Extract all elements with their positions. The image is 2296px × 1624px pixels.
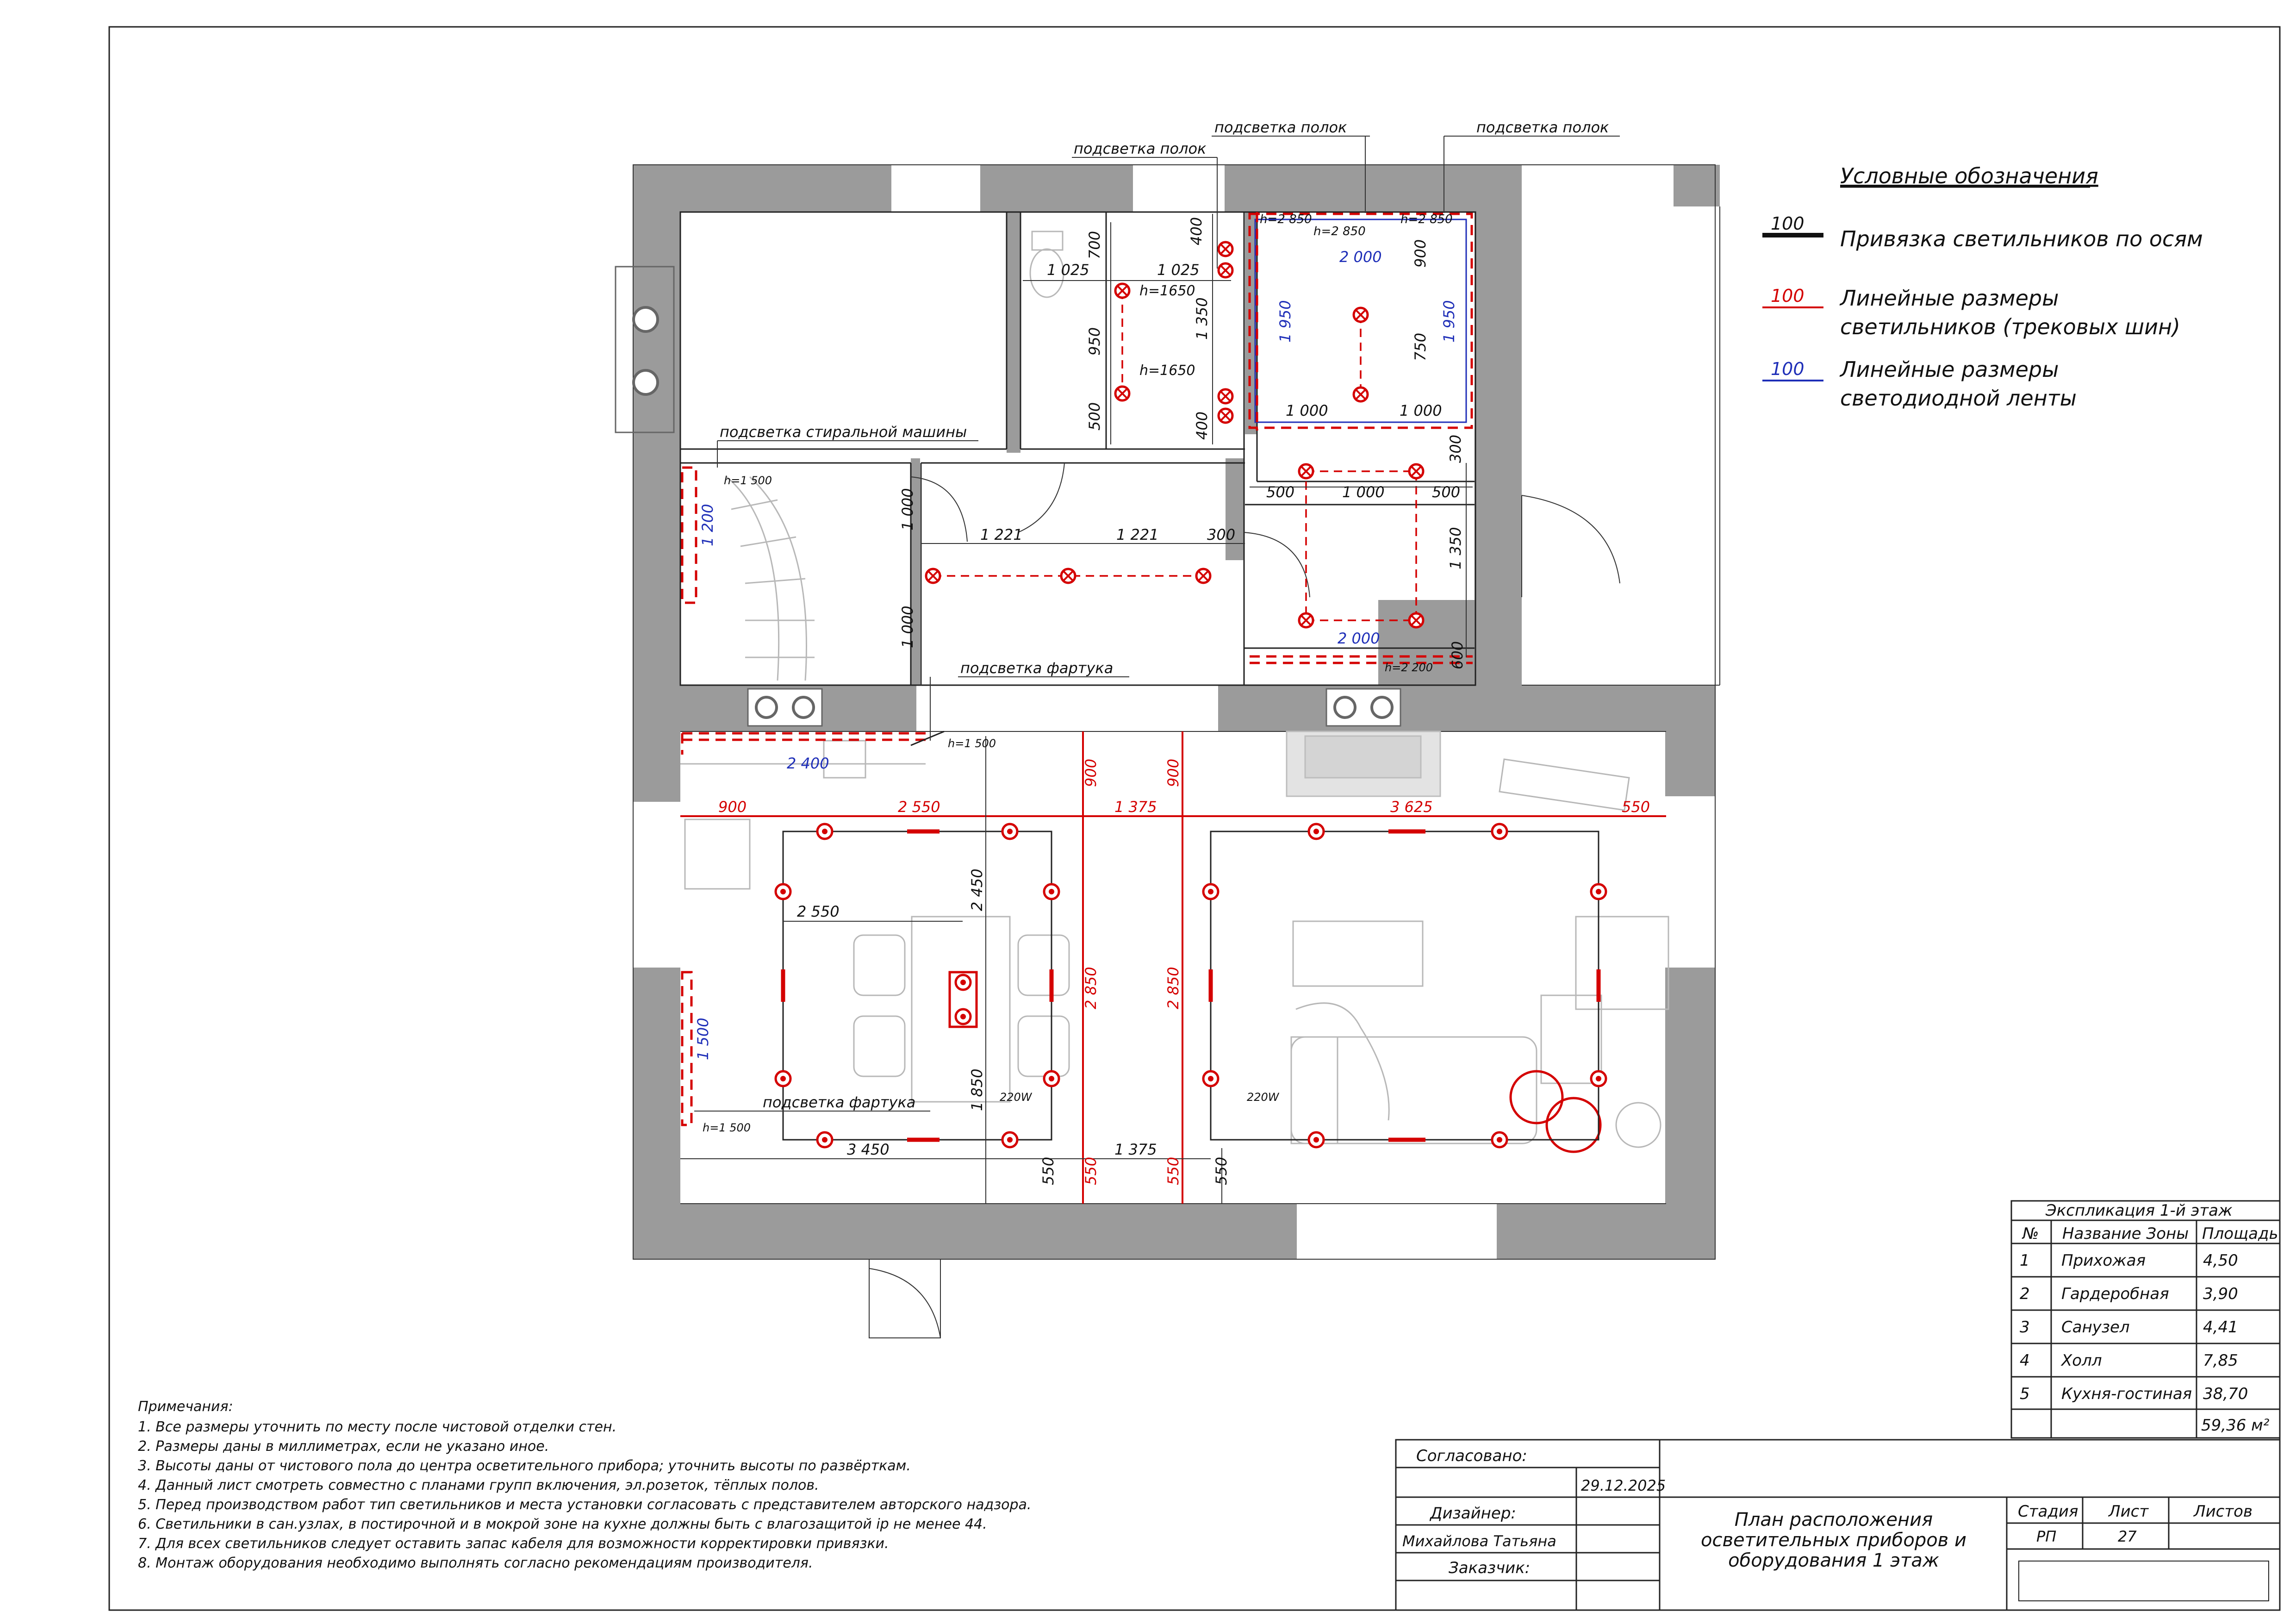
spot-fixture-icon [1299, 464, 1313, 478]
explication-header-area: Площадь [2202, 1224, 2278, 1243]
svg-text:1 350: 1 350 [1447, 527, 1464, 569]
height-label: h=1650 [1139, 283, 1195, 299]
explication-cell-num: 5 [2020, 1385, 2030, 1403]
downlight-icon [1492, 824, 1507, 839]
spot-fixture-icon [1115, 387, 1129, 400]
sheet-title-line-2: осветительных приборов и [1701, 1530, 1966, 1551]
spot-fixture-icon [1196, 569, 1210, 583]
client-label: Заказчик: [1449, 1559, 1531, 1577]
downlight-icon [1309, 824, 1324, 839]
notes [138, 1399, 1031, 1571]
explication-title: Экспликация 1-й этаж [2046, 1201, 2233, 1220]
svg-text:550: 550 [1082, 1156, 1100, 1185]
svg-text:500: 500 [1086, 402, 1103, 431]
height-label: h=1 500 [948, 737, 996, 750]
spot-fixture-icon [1299, 613, 1313, 627]
svg-text:2 400: 2 400 [787, 755, 829, 772]
note-line: 2. Размеры даны в миллиметрах, если не указано иное. [138, 1438, 549, 1455]
legend-text-axis: Привязка светильников по осям [1840, 226, 2203, 251]
svg-text:400: 400 [1193, 411, 1211, 440]
height-label: h=1650 [1139, 362, 1195, 379]
explication-cell-area: 7,85 [2203, 1351, 2238, 1370]
wall-light-icon [1219, 389, 1232, 403]
approved-label: Согласовано: [1416, 1447, 1527, 1465]
callout-shelf-light-3: подсветка полок [1476, 119, 1609, 136]
sheet-value: 27 [2118, 1528, 2137, 1545]
svg-text:1 375: 1 375 [1114, 798, 1157, 816]
height-label: h=1 500 [703, 1121, 751, 1134]
legend-sample-axis: 100 [1771, 213, 1804, 234]
svg-text:900: 900 [1412, 239, 1429, 268]
explication-cell-num: 3 [2020, 1318, 2030, 1337]
explication-cell-area: 4,41 [2203, 1318, 2238, 1337]
spot-fixture-icon [1409, 464, 1423, 478]
note-line: 6. Светильники в сан.узлах, в постирочной и в мокрой зоне на кухне должны быть с влагозащитой ip не менее 44. [138, 1516, 987, 1532]
svg-text:700: 700 [1086, 231, 1103, 259]
downlight-icon [817, 1132, 832, 1147]
svg-text:550: 550 [1039, 1156, 1057, 1185]
explication-cell-num: 4 [2020, 1351, 2030, 1370]
spot-fixtures [926, 242, 1423, 627]
explication-cell-name: Прихожая [2061, 1251, 2146, 1270]
sheet-title-line-3: оборудования 1 этаж [1728, 1550, 1939, 1571]
designer-label: Дизайнер: [1430, 1504, 1516, 1523]
callout-shelf-light-1: подсветка полок [1074, 140, 1207, 157]
downlight-icon [1044, 1071, 1059, 1086]
svg-text:1 950: 1 950 [1276, 300, 1294, 343]
svg-text:2 000: 2 000 [1339, 248, 1382, 266]
explication-header-num: № [2022, 1224, 2039, 1243]
downlight-icon [1591, 1071, 1606, 1086]
downlight-icon [776, 884, 790, 899]
svg-text:1 000: 1 000 [1286, 402, 1328, 419]
svg-text:300: 300 [1207, 526, 1236, 543]
svg-text:550: 550 [1622, 798, 1650, 816]
power-label: 220W [1000, 1091, 1032, 1104]
notes-title: Примечания: [138, 1399, 233, 1415]
downlight-icon [1002, 824, 1017, 839]
downlight-icon [956, 975, 971, 990]
height-label: h=1 500 [724, 474, 772, 487]
date-value: 29.12.2025 [1581, 1477, 1666, 1494]
legend-text-track-2: светильников (трековых шин) [1840, 314, 2180, 339]
designer-name: Михайлова Татьяна [1402, 1532, 1556, 1550]
svg-text:2 550: 2 550 [797, 903, 840, 920]
legend-title: Условные обозначения [1840, 163, 2098, 188]
explication-cell-area: 38,70 [2203, 1385, 2248, 1403]
svg-text:1 000: 1 000 [1400, 402, 1442, 419]
note-line: 4. Данный лист смотреть совместно с планами групп включения, эл.розеток, тёплых полов. [138, 1477, 819, 1493]
svg-text:1 000: 1 000 [899, 606, 916, 648]
height-label: h=2 850 [1260, 212, 1312, 226]
svg-text:300: 300 [1447, 434, 1464, 463]
height-label: h=2 850 [1400, 212, 1453, 226]
explication-cell-num: 1 [2020, 1251, 2030, 1270]
note-line: 3. Высоты даны от чистового пола до центра осветительного прибора; уточнить высоты по развёрткам. [138, 1458, 911, 1474]
legend-sample-track: 100 [1771, 286, 1804, 306]
svg-text:750: 750 [1412, 332, 1429, 361]
downlight-icon [1044, 884, 1059, 899]
stage-label: Стадия [2018, 1502, 2078, 1521]
explication-cell-area: 3,90 [2203, 1285, 2238, 1303]
downlight-icon [1002, 1132, 1017, 1147]
title-block [1396, 1440, 2280, 1610]
svg-text:550: 550 [1213, 1156, 1230, 1185]
explication-cell-name: Санузел [2061, 1318, 2130, 1337]
dimensions-blue [694, 248, 1461, 1060]
svg-text:500: 500 [1266, 483, 1295, 501]
callout-shelf-light-2: подсветка полок [1214, 119, 1347, 136]
spot-fixture-icon [1115, 284, 1129, 298]
svg-text:1 025: 1 025 [1157, 261, 1200, 279]
downlight-icon [1309, 1132, 1324, 1147]
downlight-icon [776, 1071, 790, 1086]
svg-text:900: 900 [718, 798, 747, 816]
svg-text:1 200: 1 200 [699, 504, 716, 546]
downlight-icon [956, 1009, 971, 1024]
svg-text:600: 600 [1449, 641, 1466, 669]
legend [1762, 163, 2203, 411]
wall-light-icon [1219, 242, 1232, 256]
downlight-icon [1203, 1071, 1218, 1086]
legend-text-track-1: Линейные размеры [1840, 286, 2059, 311]
explication-total: 59,36 м² [2201, 1416, 2270, 1435]
legend-sample-led: 100 [1771, 359, 1804, 379]
downlight-icon [1492, 1132, 1507, 1147]
spot-fixture-icon [1061, 569, 1075, 583]
svg-text:2 000: 2 000 [1338, 630, 1380, 647]
height-label: h=2 200 [1385, 661, 1433, 674]
svg-text:400: 400 [1188, 217, 1205, 245]
svg-text:1 221: 1 221 [980, 526, 1023, 543]
svg-text:2 850: 2 850 [1164, 967, 1182, 1009]
wall-light-icon [1219, 409, 1232, 423]
explication-cell-area: 4,50 [2203, 1251, 2238, 1270]
svg-text:2 550: 2 550 [898, 798, 940, 816]
callout-apron-light-1: подсветка фартука [960, 659, 1114, 677]
explication-cell-num: 2 [2020, 1285, 2030, 1303]
svg-text:3 450: 3 450 [847, 1141, 890, 1158]
height-label: h=2 850 [1313, 225, 1366, 238]
stage-value: РП [2036, 1528, 2057, 1545]
downlight-icon [1203, 884, 1218, 899]
svg-text:1 221: 1 221 [1116, 526, 1159, 543]
sheets-label: Листов [2194, 1502, 2253, 1521]
svg-text:1 850: 1 850 [968, 1068, 986, 1111]
svg-text:1 950: 1 950 [1440, 300, 1458, 343]
spot-fixture-icon [1354, 308, 1368, 322]
explication-table [2011, 1201, 2280, 1438]
explication-header-name: Название Зоны [2062, 1224, 2189, 1243]
explication-cell-name: Кухня-гостиная [2061, 1385, 2192, 1403]
explication-cell-name: Гардеробная [2061, 1285, 2169, 1303]
svg-text:1 500: 1 500 [694, 1018, 712, 1060]
callout-apron-light-2: подсветка фартука [763, 1093, 916, 1111]
legend-text-led-2: светодиодной ленты [1840, 386, 2077, 411]
power-label: 220W [1247, 1091, 1279, 1104]
svg-text:900: 900 [1164, 758, 1182, 787]
svg-text:2 450: 2 450 [968, 868, 986, 911]
svg-text:1 350: 1 350 [1193, 297, 1211, 340]
spot-fixture-icon [926, 569, 940, 583]
svg-text:950: 950 [1086, 327, 1103, 356]
sheet-label: Лист [2109, 1502, 2149, 1521]
downlight-icon [1591, 884, 1606, 899]
downlight-icon [817, 824, 832, 839]
svg-text:1 375: 1 375 [1114, 1141, 1157, 1158]
explication-cell-name: Холл [2061, 1351, 2102, 1370]
svg-text:500: 500 [1432, 483, 1461, 501]
dimensions-red [718, 759, 1650, 1185]
svg-text:1 000: 1 000 [1342, 483, 1385, 501]
note-line: 8. Монтаж оборудования необходимо выполнять согласно рекомендациям производителя. [138, 1555, 813, 1571]
note-line: 5. Перед производством работ тип светильников и места установки согласовать с представителем авторского надзора. [138, 1497, 1032, 1513]
svg-text:900: 900 [1082, 758, 1100, 787]
note-line: 7. Для всех светильников следует оставить запас кабеля для возможности корректировки привязки. [138, 1536, 889, 1552]
svg-text:550: 550 [1164, 1156, 1182, 1185]
svg-text:3 625: 3 625 [1390, 798, 1433, 816]
legend-text-led-1: Линейные размеры [1840, 357, 2059, 382]
spot-fixture-icon [1354, 387, 1368, 401]
svg-text:1 025: 1 025 [1047, 261, 1089, 279]
callout-washer-light: подсветка стиральной машины [720, 423, 967, 441]
note-line: 1. Все размеры уточнить по месту после чистовой отделки стен. [138, 1419, 617, 1435]
spot-fixture-icon [1409, 613, 1423, 627]
svg-text:2 850: 2 850 [1082, 967, 1100, 1009]
svg-text:1 000: 1 000 [899, 488, 916, 531]
wall-light-icon [1219, 263, 1232, 277]
sheet-title-line-1: План расположения [1734, 1509, 1933, 1530]
